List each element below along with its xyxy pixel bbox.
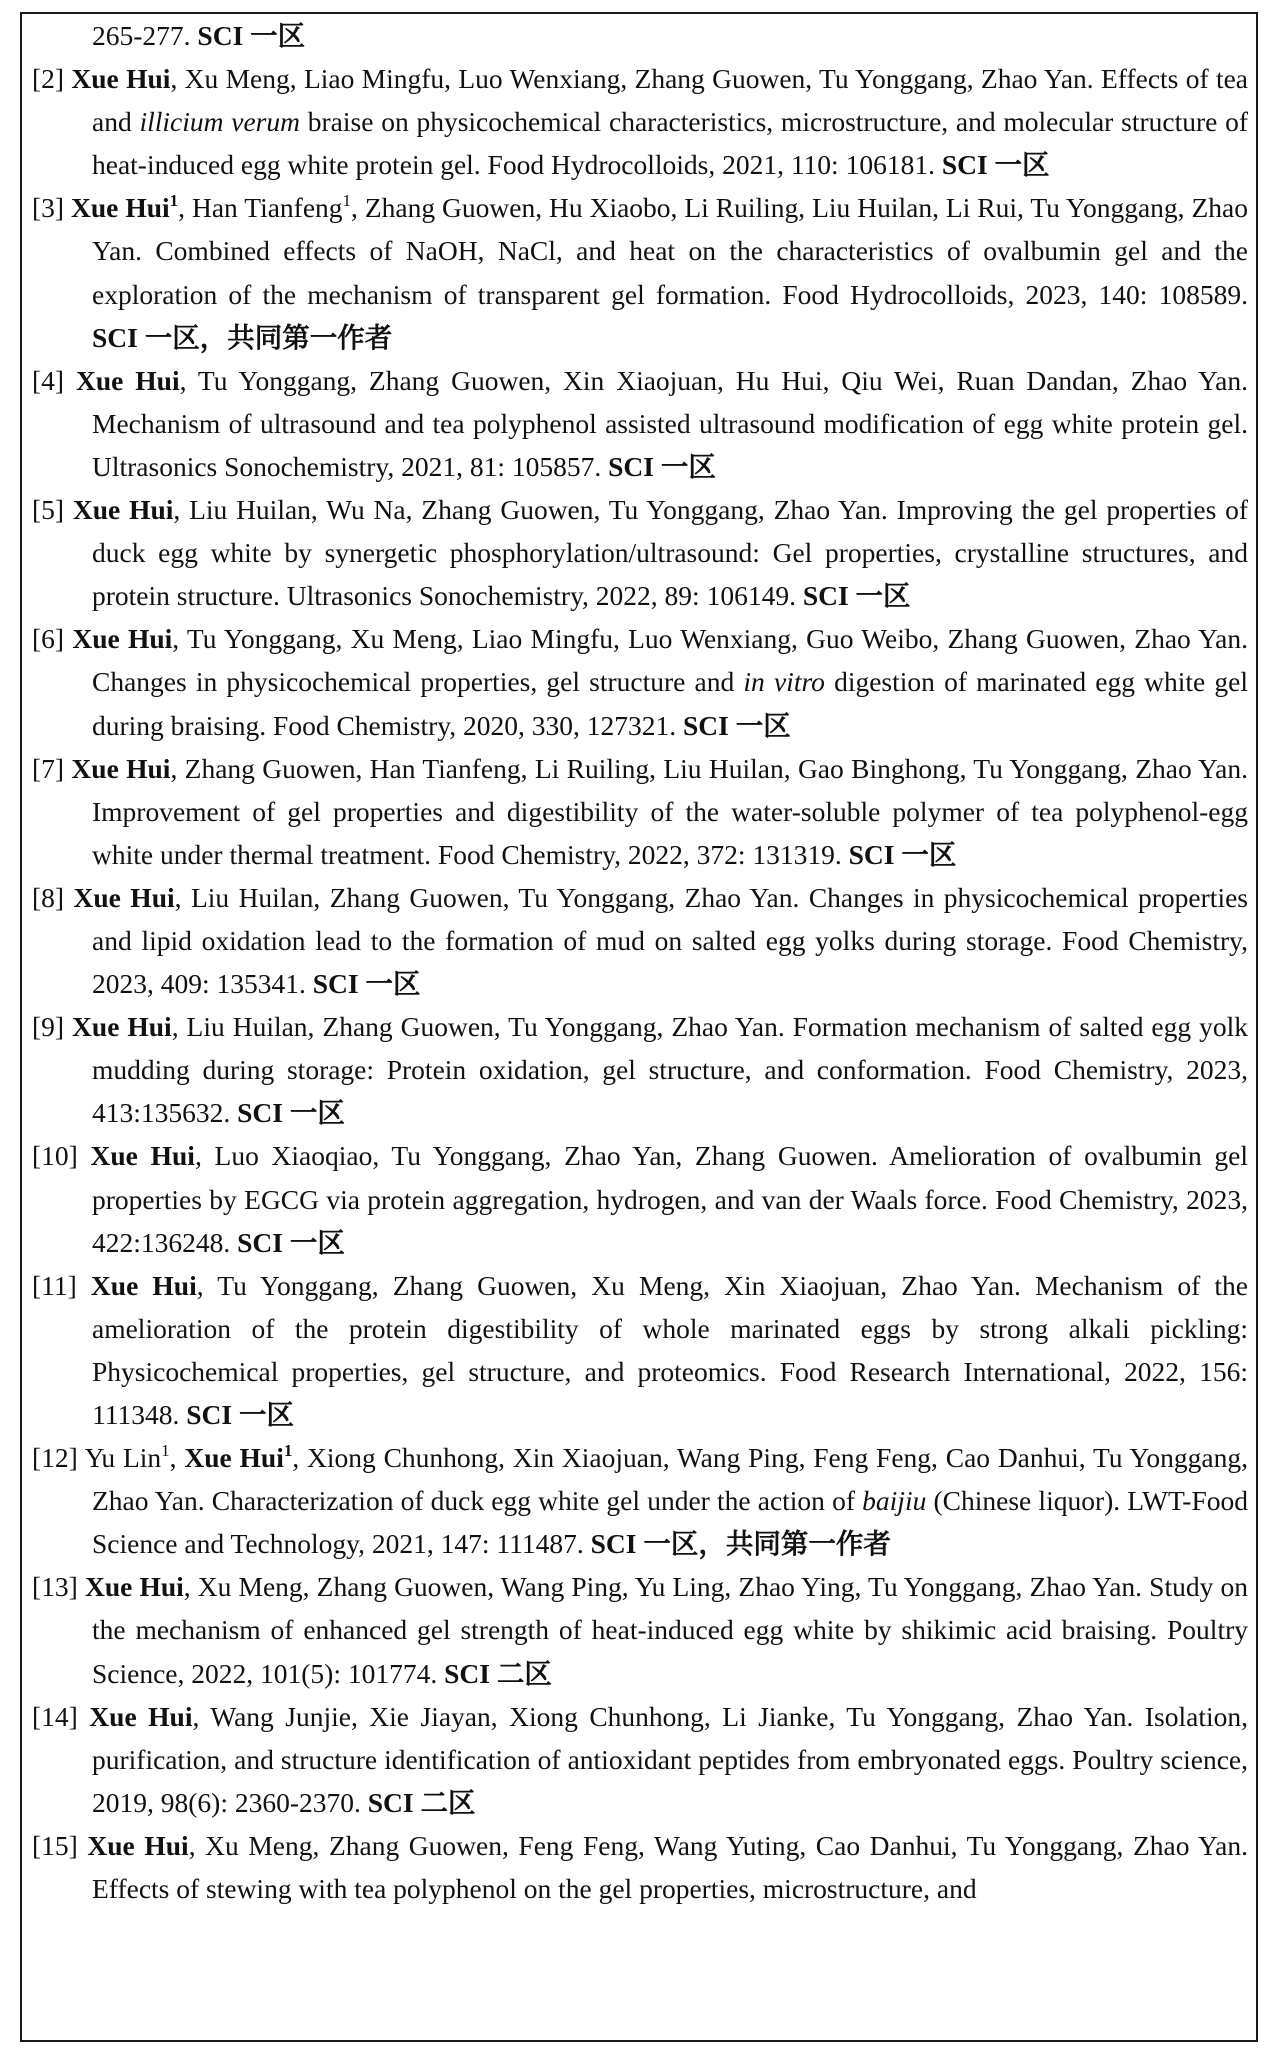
- bold-text: SCI 二区: [367, 1786, 476, 1818]
- reference-entry: [32, 876, 1248, 1005]
- bold-text: Xue Hui: [90, 1140, 195, 1172]
- reference-text: [9]: [32, 1011, 73, 1043]
- bold-text: SCI 一区: [802, 580, 911, 612]
- reference-text: (Chinese liquor). LWT-Food Science and Technology, 2021, 147: 111487.: [92, 1485, 1248, 1560]
- bold-text: SCI 一区: [682, 709, 791, 741]
- reference-text: , Luo Xiaoqiao, Tu Yonggang, Zhao Yan, Zhang Guowen. Amelioration of ovalbumin gel properties by EGCG via protein aggregation, hydrogen, and van der Waals force. Food Chemistry, 2023, 422:136248.: [92, 1140, 1248, 1258]
- reference-text: [13]: [32, 1571, 85, 1603]
- reference-list: [32, 14, 1248, 1910]
- bold-text: SCI 一区: [848, 838, 957, 870]
- bold-text: Xue Hui: [89, 1700, 193, 1732]
- reference-text: , Tu Yonggang, Xu Meng, Liao Mingfu, Luo Wenxiang, Guo Weibo, Zhang Guowen, Zhao Yan. Changes in physicochemical properties, gel structure and: [92, 623, 1248, 698]
- reference-entry: [32, 359, 1248, 488]
- bold-text: Xue Hui: [71, 192, 170, 224]
- reference-text: , Xu Meng, Zhang Guowen, Wang Ping, Yu Ling, Zhao Ying, Tu Yonggang, Zhao Yan. Study on the mechanism of enhanced gel strength of heat-induced egg white by shikimic acid braising. Poultry Science, 2022, 101(5): 101774.: [92, 1571, 1248, 1689]
- reference-text: [14]: [32, 1700, 90, 1732]
- superscript-mark: 1: [169, 191, 179, 211]
- reference-text: braise on physicochemical characteristics, microstructure, and molecular structure of heat-induced egg white protein gel. Food Hydrocolloids, 2021, 110: 106181.: [92, 106, 1248, 181]
- reference-list-frame: [20, 12, 1258, 2042]
- reference-text: , Wang Junjie, Xie Jiayan, Xiong Chunhong, Li Jianke, Tu Yonggang, Zhao Yan. Isolation, purification, and structure identification of antioxidant peptides from embryonated eggs. Poultry science, 2019, 98(6): 2360-2370.: [92, 1700, 1248, 1818]
- reference-entry: [32, 488, 1248, 617]
- reference-text: , Tu Yonggang, Zhang Guowen, Xu Meng, Xin Xiaojuan, Zhao Yan. Mechanism of the amelioration of the protein digestibility of whole marinated eggs by strong alkali pickling: Physicochemical properties, gel structure, and proteomics. Food Research International, 2022, 156: 111348.: [92, 1269, 1249, 1430]
- reference-text: [10]: [32, 1140, 91, 1172]
- reference-text: [8]: [32, 881, 74, 913]
- reference-text: , Liu Huilan, Zhang Guowen, Tu Yonggang, Zhao Yan. Formation mechanism of salted egg yolk mudding during storage: Protein oxidation, gel structure, and conformation. Food Chemistry, 2023, 413:135632.: [92, 1011, 1248, 1129]
- reference-text: , Zhang Guowen, Han Tianfeng, Li Ruiling, Liu Huilan, Gao Binghong, Tu Yonggang, Zhao Yan. Improvement of gel properties and digestibility of the water-soluble polymer of tea polyphenol-egg white under thermal treatment. Food Chemistry, 2022, 372: 131319.: [92, 752, 1248, 870]
- reference-text: , Liu Huilan, Wu Na, Zhang Guowen, Tu Yonggang, Zhao Yan. Improving the gel properties of duck egg white by synergetic phosphorylation/ultrasound: Gel properties, crystalline structures, and protein structure. Ultrasonics Sonochemistry, 2022, 89: 106149.: [92, 494, 1249, 612]
- reference-text: [12] Yu Lin: [32, 1442, 162, 1474]
- bold-text: Xue Hui: [72, 1011, 172, 1043]
- reference-entry: [32, 1005, 1248, 1134]
- reference-text: [7]: [32, 752, 72, 784]
- reference-entry: [32, 747, 1248, 876]
- bold-text: Xue Hui: [90, 1269, 197, 1301]
- reference-text: , Liu Huilan, Zhang Guowen, Tu Yonggang, Zhao Yan. Changes in physicochemical properties and lipid oxidation lead to the formation of mud on salted egg yolks during storage. Food Chemistry, 2023, 409: 135341.: [92, 881, 1248, 1000]
- bold-text: SCI 一区，共同第一作者: [92, 321, 393, 353]
- bold-text: Xue Hui: [73, 881, 175, 913]
- bold-text: SCI 一区: [312, 968, 421, 1000]
- reference-text: [3]: [32, 192, 72, 224]
- bold-text: Xue Hui: [87, 1829, 189, 1861]
- bold-text: Xue Hui: [72, 623, 173, 655]
- reference-text: , Xiong Chunhong, Xin Xiaojuan, Wang Ping, Feng Feng, Cao Danhui, Tu Yonggang, Zhao Yan. Characterization of duck egg white gel under the action of: [92, 1442, 1249, 1517]
- reference-entry: [32, 1565, 1248, 1694]
- bold-text: Xue Hui: [184, 1442, 284, 1474]
- bold-text: SCI 一区: [941, 149, 1050, 181]
- bold-text: SCI 一区，共同第一作者: [590, 1528, 891, 1560]
- bold-text: SCI 一区: [608, 450, 716, 482]
- reference-text: , Xu Meng, Zhang Guowen, Feng Feng, Wang Yuting, Cao Danhui, Tu Yonggang, Zhao Yan. Effects of stewing with tea polyphenol on the gel properties, microstructure, and: [92, 1829, 1248, 1905]
- reference-text: , Tu Yonggang, Zhang Guowen, Xin Xiaojuan, Hu Hui, Qiu Wei, Ruan Dandan, Zhao Yan. Mechanism of ultrasound and tea polyphenol assisted ultrasound modification of egg white protein gel. Ultrasonics Sonochemistry, 2021, 81: 105857.: [92, 364, 1248, 482]
- superscript-mark: 1: [161, 1441, 170, 1461]
- reference-text: [15]: [32, 1829, 88, 1861]
- bold-text: SCI 一区: [186, 1399, 294, 1430]
- bold-text: SCI 二区: [444, 1657, 552, 1689]
- reference-entry: [32, 617, 1248, 746]
- reference-text: [6]: [32, 623, 73, 655]
- reference-entry: [32, 1264, 1248, 1436]
- reference-continuation: [32, 14, 1248, 57]
- reference-entry: [32, 57, 1248, 186]
- reference-text: [4]: [32, 364, 76, 396]
- bold-text: Xue Hui: [71, 63, 171, 95]
- reference-text: ,: [169, 1442, 185, 1474]
- reference-text: [11]: [32, 1269, 91, 1301]
- superscript-mark: 1: [283, 1441, 293, 1461]
- bold-text: Xue Hui: [75, 364, 180, 396]
- italic-text: baijiu: [862, 1485, 927, 1517]
- italic-text: illicium verum: [139, 106, 300, 138]
- reference-entry: [32, 1436, 1248, 1565]
- reference-text: [2]: [32, 63, 72, 95]
- bold-text: SCI 一区: [237, 1226, 345, 1258]
- bold-text: Xue Hui: [72, 494, 174, 526]
- bold-text: Xue Hui: [84, 1571, 184, 1603]
- superscript-mark: 1: [342, 191, 352, 211]
- bold-text: SCI 一区: [237, 1097, 345, 1129]
- bold-text: SCI 一区: [197, 20, 306, 51]
- reference-entry: [32, 1695, 1248, 1824]
- reference-text: , Zhang Guowen, Hu Xiaobo, Li Ruiling, Liu Huilan, Li Rui, Tu Yonggang, Zhao Yan. Combined effects of NaOH, NaCl, and heat on the characteristics of ovalbumin gel and the exploration of the mechanism of transparent gel formation. Food Hydrocolloids, 2023, 140: 108589.: [92, 192, 1248, 310]
- reference-entry: [32, 1824, 1248, 1910]
- reference-text: 265-277.: [92, 20, 198, 51]
- reference-text: [5]: [32, 494, 73, 526]
- reference-text: , Han Tianfeng: [178, 192, 343, 224]
- reference-text: digestion of marinated egg white gel during braising. Food Chemistry, 2020, 330, 127321.: [92, 666, 1248, 741]
- italic-text: in vitro: [743, 666, 825, 698]
- reference-entry: [32, 1134, 1248, 1263]
- reference-entry: [32, 186, 1248, 358]
- bold-text: Xue Hui: [71, 752, 171, 784]
- reference-text: , Xu Meng, Liao Mingfu, Luo Wenxiang, Zhang Guowen, Tu Yonggang, Zhao Yan. Effects of tea and: [92, 63, 1249, 138]
